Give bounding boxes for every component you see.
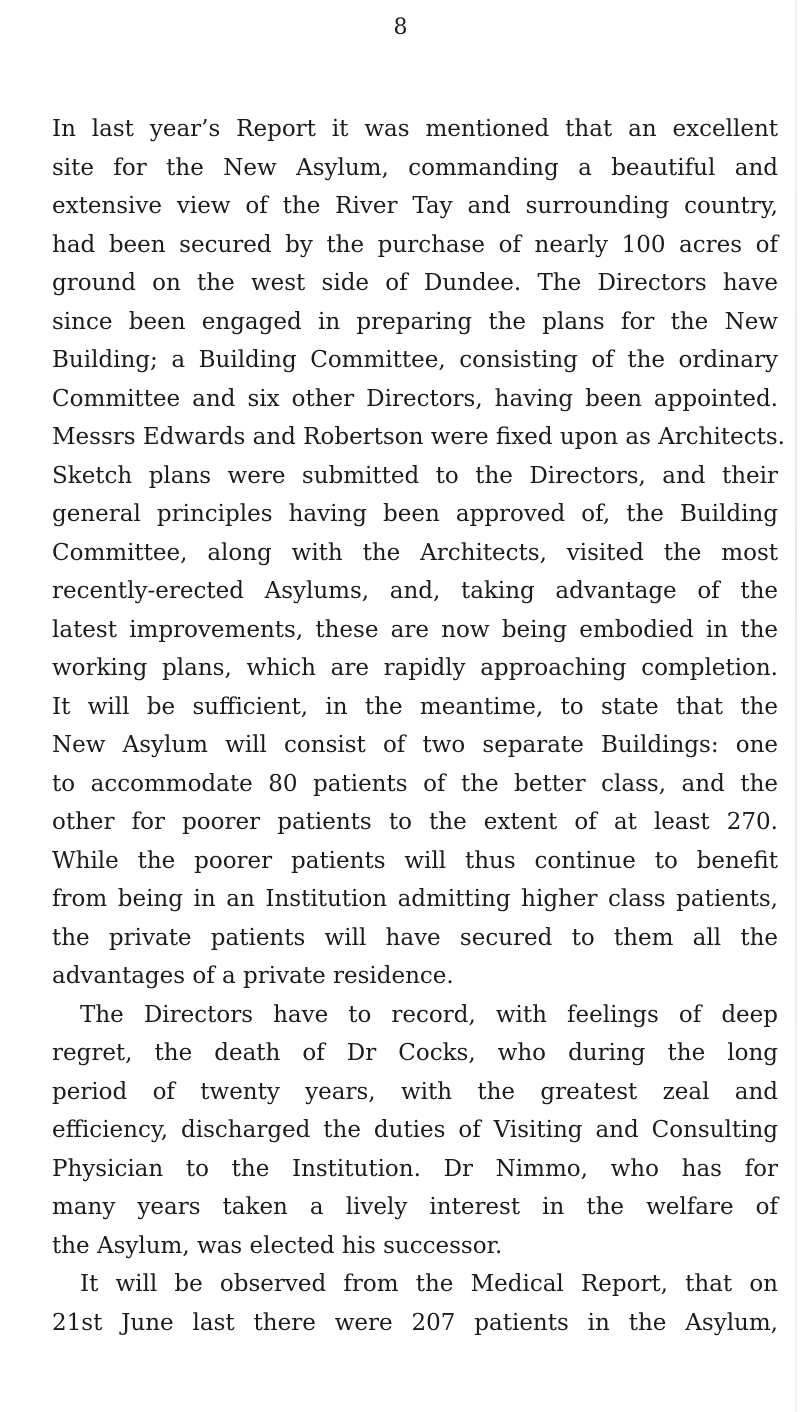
text-line: Committee, along with the Architects, visited the most <box>52 539 778 566</box>
text-line: Messrs Edwards and Robertson were fixed upon as Architects. <box>52 424 785 450</box>
text-line: to accommodate 80 patients of the better class, and the <box>52 770 778 797</box>
text-line: In last year’s Report it was mentioned that an excellent <box>52 116 778 142</box>
text-line: recently-erected Asylums, and, taking advantage of the <box>52 578 778 604</box>
text-line: latest improvements, these are now being embodied in the <box>52 616 778 643</box>
page-number: 8 <box>393 15 408 40</box>
text-line: other for poorer patients to the extent of at least 270. <box>52 809 778 835</box>
text-line: period of twenty years, with the greatest zeal and <box>52 1078 778 1105</box>
text-line: had been secured by the purchase of nearly 100 acres of <box>52 231 778 258</box>
text-line: Sketch plans were submitted to the Directors, and their <box>52 462 778 489</box>
text-line: Building; a Building Committee, consisting of the ordinary <box>52 347 778 373</box>
text-line: since been engaged in preparing the plans for the New <box>52 308 778 335</box>
text-line: Physician to the Institution. Dr Nimmo, who has for <box>52 1155 778 1182</box>
text-line: many years taken a lively interest in the welfare of <box>52 1194 778 1220</box>
text-line: the private patients will have secured to them all the <box>52 924 778 951</box>
text-line: New Asylum will consist of two separate Buildings: one <box>52 732 778 758</box>
text-line: While the poorer patients will thus continue to benefit <box>52 847 778 874</box>
text-line: efficiency, discharged the duties of Visiting and Consulting <box>52 1117 778 1143</box>
text-line: It will be sufficient, in the meantime, to state that the <box>52 693 778 720</box>
text-line: 21st June last there were 207 patients in the Asylum, <box>52 1309 778 1336</box>
body-text <box>52 110 785 1342</box>
text-line: advantages of a private residence. <box>52 963 454 989</box>
text-line: extensive view of the River Tay and surrounding country, <box>52 193 778 219</box>
page-edge <box>795 0 797 1412</box>
text-line: general principles having been approved of, the Building <box>52 501 778 527</box>
text-line: working plans, which are rapidly approaching completion. <box>52 655 778 681</box>
text-line: site for the New Asylum, commanding a beautiful and <box>52 154 778 181</box>
text-line: the Asylum, was elected his successor. <box>52 1232 503 1259</box>
text-line: regret, the death of Dr Cocks, who during the long <box>52 1040 778 1066</box>
text-line: It will be observed from the Medical Report, that on <box>80 1271 778 1297</box>
text-line: Committee and six other Directors, having been appointed. <box>52 385 778 412</box>
text-line: ground on the west side of Dundee. The Directors have <box>52 270 778 296</box>
text-line: from being in an Institution admitting higher class patients, <box>52 886 778 912</box>
text-line: The Directors have to record, with feelings of deep <box>80 1001 778 1028</box>
